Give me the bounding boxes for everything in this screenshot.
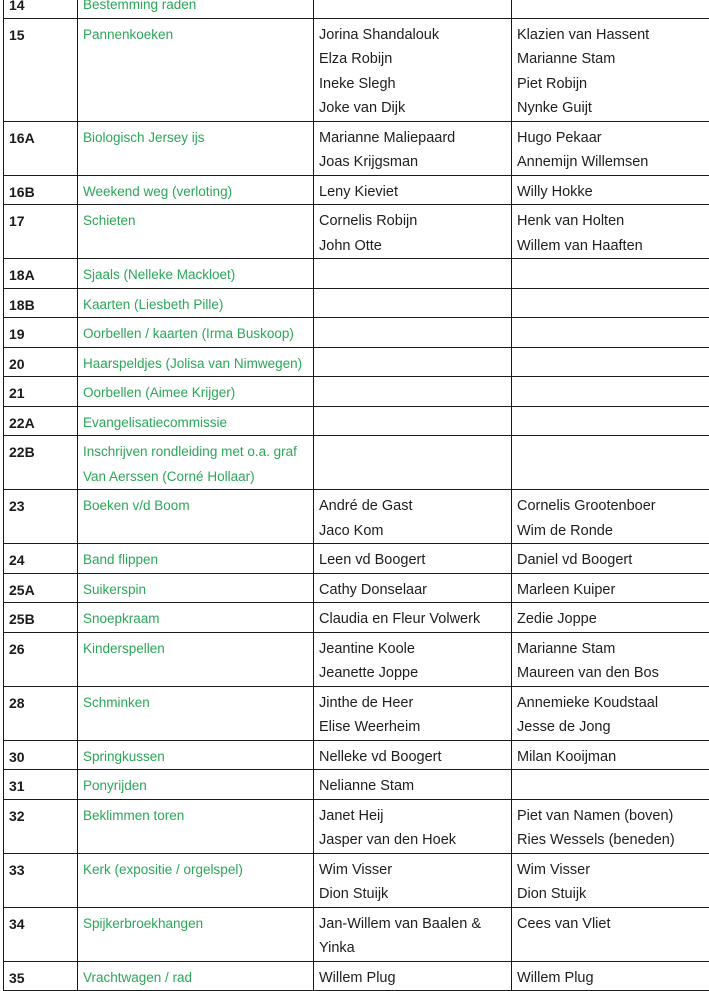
volunteer-cell-1 xyxy=(314,0,512,18)
table-row xyxy=(4,544,709,574)
stand-number-cell xyxy=(4,544,78,574)
volunteer-name: Marianne Maliepaard xyxy=(319,126,506,151)
table-row xyxy=(4,573,709,603)
activity-cell xyxy=(78,436,314,490)
volunteer-name: Janet Heij xyxy=(319,804,506,829)
volunteer-cell-1 xyxy=(314,686,512,740)
volunteer-cell-1 xyxy=(314,18,512,121)
stand-number: 30 xyxy=(4,741,77,770)
stand-number: 24 xyxy=(4,544,77,573)
stand-number-cell xyxy=(4,0,78,18)
table-row xyxy=(4,259,709,289)
table-row xyxy=(4,18,709,121)
volunteer-cell-1 xyxy=(314,853,512,907)
activity-name: Ponyrijden xyxy=(78,770,313,799)
volunteer-cell-2 xyxy=(512,544,709,574)
volunteer-name: Nelleke vd Boogert xyxy=(319,745,506,770)
volunteer-cell-1 xyxy=(314,770,512,800)
volunteer-name: Zedie Joppe xyxy=(517,607,704,632)
volunteer-name: Dion Stuijk xyxy=(517,882,704,907)
volunteer-cell-2 xyxy=(512,686,709,740)
activity-name: Boeken v/d Boom xyxy=(78,490,313,519)
table-row xyxy=(4,799,709,853)
volunteer-cell-1 xyxy=(314,961,512,991)
stand-number-cell xyxy=(4,18,78,121)
volunteer-name: Willy Hokke xyxy=(517,180,704,205)
activity-cell xyxy=(78,961,314,991)
activity-name: Kerk (expositie / orgelspel) xyxy=(78,854,313,883)
activity-name: Biologisch Jersey ijs xyxy=(78,122,313,151)
volunteer-name: Marleen Kuiper xyxy=(517,578,704,603)
volunteer-cell-1 xyxy=(314,573,512,603)
volunteer-name: Milan Kooijman xyxy=(517,745,704,770)
volunteer-cell-1 xyxy=(314,544,512,574)
volunteer-name: Maureen van den Bos xyxy=(517,661,704,686)
volunteer-name: Elise Weerheim xyxy=(319,715,506,740)
activity-name: Band flippen xyxy=(78,544,313,573)
stand-number-cell xyxy=(4,377,78,407)
stand-number-cell xyxy=(4,799,78,853)
volunteer-name: Dion Stuijk xyxy=(319,882,506,907)
volunteer-cell-2 xyxy=(512,318,709,348)
stand-number: 25B xyxy=(4,603,77,632)
activity-name: Pannenkoeken xyxy=(78,19,313,48)
stand-number-cell xyxy=(4,318,78,348)
stand-number: 17 xyxy=(4,205,77,234)
volunteer-cell-1 xyxy=(314,318,512,348)
stand-number-cell xyxy=(4,907,78,961)
volunteer-cell-1 xyxy=(314,205,512,259)
stand-number: 31 xyxy=(4,770,77,799)
stand-number: 34 xyxy=(4,908,77,937)
stand-number-cell xyxy=(4,853,78,907)
volunteer-cell-2 xyxy=(512,603,709,633)
stand-number: 21 xyxy=(4,377,77,406)
volunteer-cell-2 xyxy=(512,490,709,544)
volunteer-name: Jinthe de Heer xyxy=(319,691,506,716)
table-row xyxy=(4,175,709,205)
table-row xyxy=(4,318,709,348)
stand-number-cell xyxy=(4,961,78,991)
volunteer-cell-2 xyxy=(512,799,709,853)
table-row xyxy=(4,347,709,377)
stand-number-cell xyxy=(4,740,78,770)
volunteer-name: Jan-Willem van Baalen & xyxy=(319,912,506,937)
activity-cell xyxy=(78,490,314,544)
volunteer-name: Claudia en Fleur Volwerk xyxy=(319,607,506,632)
volunteer-name: Jaco Kom xyxy=(319,519,506,544)
activity-cell xyxy=(78,0,314,18)
stand-number-cell xyxy=(4,288,78,318)
volunteer-cell-2 xyxy=(512,406,709,436)
volunteer-cell-2 xyxy=(512,121,709,175)
volunteer-cell-1 xyxy=(314,490,512,544)
stand-number: 16A xyxy=(4,122,77,151)
stand-number-cell xyxy=(4,175,78,205)
activity-cell xyxy=(78,907,314,961)
activity-cell xyxy=(78,121,314,175)
volunteer-name: Jesse de Jong xyxy=(517,715,704,740)
activity-cell xyxy=(78,318,314,348)
volunteer-name: Daniel vd Boogert xyxy=(517,548,704,573)
volunteer-cell-1 xyxy=(314,406,512,436)
table-row xyxy=(4,853,709,907)
volunteer-cell-2 xyxy=(512,907,709,961)
activity-cell xyxy=(78,288,314,318)
activity-cell xyxy=(78,259,314,289)
volunteer-cell-1 xyxy=(314,799,512,853)
volunteer-name: Yinka xyxy=(319,936,506,961)
stand-number: 28 xyxy=(4,687,77,716)
volunteer-cell-1 xyxy=(314,259,512,289)
table-row xyxy=(4,121,709,175)
volunteer-cell-1 xyxy=(314,288,512,318)
stand-number: 35 xyxy=(4,962,77,991)
activity-cell xyxy=(78,686,314,740)
table-row xyxy=(4,436,709,490)
activity-cell xyxy=(78,573,314,603)
stand-number-cell xyxy=(4,686,78,740)
stand-number: 19 xyxy=(4,318,77,347)
volunteer-cell-2 xyxy=(512,770,709,800)
activity-cell xyxy=(78,406,314,436)
volunteer-cell-2 xyxy=(512,740,709,770)
volunteer-name: Wim Visser xyxy=(319,858,506,883)
volunteer-cell-2 xyxy=(512,632,709,686)
volunteer-name: Leny Kieviet xyxy=(319,180,506,205)
volunteer-cell-1 xyxy=(314,377,512,407)
volunteer-table xyxy=(3,0,709,991)
stand-number-cell xyxy=(4,406,78,436)
stand-number: 33 xyxy=(4,854,77,883)
volunteer-cell-2 xyxy=(512,175,709,205)
volunteer-name: Cees van Vliet xyxy=(517,912,704,937)
volunteer-cell-2 xyxy=(512,205,709,259)
activity-name: Oorbellen / kaarten (Irma Buskoop) xyxy=(78,318,313,347)
activity-name: Spijkerbroekhangen xyxy=(78,908,313,937)
activity-name: Weekend weg (verloting) xyxy=(78,176,313,205)
volunteer-cell-2 xyxy=(512,377,709,407)
activity-name: Beklimmen toren xyxy=(78,800,313,829)
volunteer-name: John Otte xyxy=(319,234,506,259)
volunteer-cell-2 xyxy=(512,573,709,603)
volunteer-cell-2 xyxy=(512,18,709,121)
activity-name: Haarspeldjes (Jolisa van Nimwegen) xyxy=(78,348,313,377)
table-row xyxy=(4,686,709,740)
stand-number-cell xyxy=(4,347,78,377)
activity-name: Kinderspellen xyxy=(78,633,313,662)
activity-cell xyxy=(78,740,314,770)
activity-name: Suikerspin xyxy=(78,574,313,603)
activity-cell xyxy=(78,770,314,800)
volunteer-cell-1 xyxy=(314,632,512,686)
activity-name: Snoepkraam xyxy=(78,603,313,632)
volunteer-schedule-sheet xyxy=(3,0,709,991)
volunteer-cell-1 xyxy=(314,121,512,175)
volunteer-name: Nynke Guijt xyxy=(517,96,704,121)
volunteer-cell-2 xyxy=(512,259,709,289)
table-row xyxy=(4,770,709,800)
volunteer-cell-2 xyxy=(512,347,709,377)
activity-cell xyxy=(78,603,314,633)
activity-name: Springkussen xyxy=(78,741,313,770)
volunteer-name: Piet Robijn xyxy=(517,72,704,97)
volunteer-name: Wim Visser xyxy=(517,858,704,883)
stand-number-cell xyxy=(4,259,78,289)
activity-name: Schminken xyxy=(78,687,313,716)
activity-cell xyxy=(78,175,314,205)
volunteer-name: Marianne Stam xyxy=(517,637,704,662)
volunteer-name: Willem van Haaften xyxy=(517,234,704,259)
stand-number-cell xyxy=(4,603,78,633)
volunteer-name: Ries Wessels (beneden) xyxy=(517,828,704,853)
volunteer-cell-1 xyxy=(314,175,512,205)
stand-number: 14 xyxy=(4,0,77,18)
stand-number-cell xyxy=(4,436,78,490)
volunteer-cell-2 xyxy=(512,436,709,490)
table-row xyxy=(4,632,709,686)
activity-cell xyxy=(78,377,314,407)
volunteer-name: Klazien van Hassent xyxy=(517,23,704,48)
volunteer-name: Cathy Donselaar xyxy=(319,578,506,603)
activity-name: Schieten xyxy=(78,205,313,234)
volunteer-name: Jeantine Koole xyxy=(319,637,506,662)
stand-number-cell xyxy=(4,573,78,603)
volunteer-name: Willem Plug xyxy=(319,966,506,991)
stand-number-cell xyxy=(4,490,78,544)
table-row xyxy=(4,490,709,544)
stand-number: 25A xyxy=(4,574,77,603)
volunteer-cell-1 xyxy=(314,347,512,377)
table-row xyxy=(4,205,709,259)
volunteer-cell-1 xyxy=(314,907,512,961)
table-body xyxy=(4,0,709,991)
volunteer-name: Cornelis Grootenboer xyxy=(517,494,704,519)
volunteer-cell-2 xyxy=(512,0,709,18)
volunteer-name: Cornelis Robijn xyxy=(319,209,506,234)
stand-number: 20 xyxy=(4,348,77,377)
volunteer-name: Joke van Dijk xyxy=(319,96,506,121)
activity-cell xyxy=(78,632,314,686)
activity-name: Bestemming raden xyxy=(78,0,313,18)
volunteer-name: Willem Plug xyxy=(517,966,704,991)
activity-cell xyxy=(78,799,314,853)
stand-number: 16B xyxy=(4,176,77,205)
table-row xyxy=(4,740,709,770)
volunteer-name: Jorina Shandalouk xyxy=(319,23,506,48)
volunteer-name: Piet van Namen (boven) xyxy=(517,804,704,829)
activity-name: Oorbellen (Aimee Krijger) xyxy=(78,377,313,406)
stand-number: 26 xyxy=(4,633,77,662)
activity-cell xyxy=(78,18,314,121)
stand-number: 22A xyxy=(4,407,77,436)
stand-number-cell xyxy=(4,121,78,175)
activity-cell xyxy=(78,347,314,377)
activity-cell xyxy=(78,544,314,574)
volunteer-cell-2 xyxy=(512,961,709,991)
stand-number: 15 xyxy=(4,19,77,48)
stand-number-cell xyxy=(4,632,78,686)
volunteer-cell-2 xyxy=(512,853,709,907)
volunteer-name: André de Gast xyxy=(319,494,506,519)
table-row xyxy=(4,288,709,318)
volunteer-name: Leen vd Boogert xyxy=(319,548,506,573)
stand-number: 32 xyxy=(4,800,77,829)
table-row xyxy=(4,0,709,18)
volunteer-name: Hugo Pekaar xyxy=(517,126,704,151)
table-row xyxy=(4,907,709,961)
volunteer-name: Ineke Slegh xyxy=(319,72,506,97)
activity-cell xyxy=(78,205,314,259)
activity-cell xyxy=(78,853,314,907)
activity-name: Vrachtwagen / rad xyxy=(78,962,313,991)
volunteer-name: Jasper van den Hoek xyxy=(319,828,506,853)
table-row xyxy=(4,603,709,633)
volunteer-name: Elza Robijn xyxy=(319,47,506,72)
activity-name: Sjaals (Nelleke Mackloet) xyxy=(78,259,313,288)
volunteer-name: Nelianne Stam xyxy=(319,774,506,799)
table-row xyxy=(4,406,709,436)
volunteer-name: Henk van Holten xyxy=(517,209,704,234)
stand-number: 18B xyxy=(4,289,77,318)
volunteer-name: Annemijn Willemsen xyxy=(517,150,704,175)
volunteer-cell-1 xyxy=(314,740,512,770)
activity-name: Kaarten (Liesbeth Pille) xyxy=(78,289,313,318)
stand-number: 23 xyxy=(4,490,77,519)
volunteer-name: Marianne Stam xyxy=(517,47,704,72)
table-row xyxy=(4,377,709,407)
volunteer-name: Wim de Ronde xyxy=(517,519,704,544)
activity-name: Inschrijven rondleiding met o.a. graf Van Aerssen (Corné Hollaar) xyxy=(78,436,313,489)
stand-number: 22B xyxy=(4,436,77,465)
volunteer-name: Jeanette Joppe xyxy=(319,661,506,686)
table-row xyxy=(4,961,709,991)
volunteer-name: Annemieke Koudstaal xyxy=(517,691,704,716)
activity-name: Evangelisatiecommissie xyxy=(78,407,313,436)
volunteer-cell-2 xyxy=(512,288,709,318)
stand-number-cell xyxy=(4,205,78,259)
volunteer-cell-1 xyxy=(314,436,512,490)
stand-number: 18A xyxy=(4,259,77,288)
volunteer-name: Joas Krijgsman xyxy=(319,150,506,175)
volunteer-cell-1 xyxy=(314,603,512,633)
stand-number-cell xyxy=(4,770,78,800)
